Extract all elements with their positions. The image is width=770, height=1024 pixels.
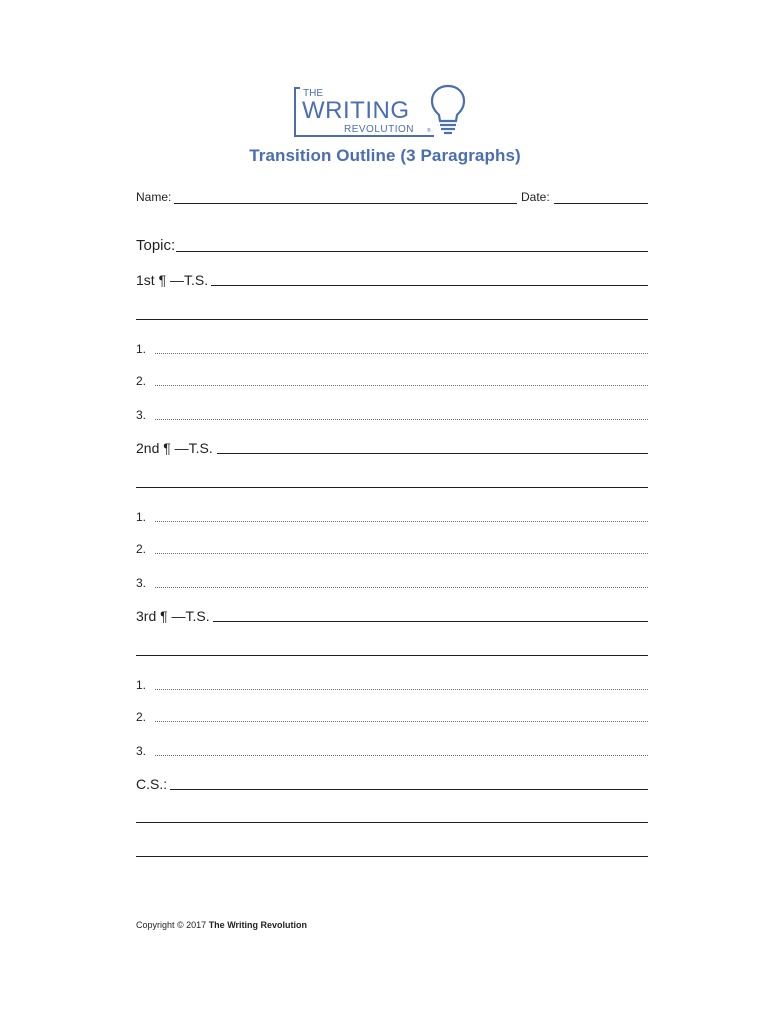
writing-revolution-logo <box>294 84 470 140</box>
date-label: Date: <box>521 190 550 204</box>
copyright-brand: The Writing Revolution <box>208 920 308 930</box>
logo-line1: THE <box>303 88 323 99</box>
paragraph-1-item-2-field[interactable] <box>155 385 648 386</box>
page-title: Transition Outline (3 Paragraphs) <box>249 146 521 165</box>
paragraph-3-ts-field-continued[interactable] <box>136 655 648 656</box>
logo-line2: WRITING <box>302 97 410 124</box>
paragraph-2-ts-field[interactable] <box>217 453 648 454</box>
paragraph-1-ts-field-continued[interactable] <box>136 319 648 320</box>
logo-mark: ® <box>427 128 431 134</box>
cs-field[interactable] <box>170 789 648 790</box>
paragraph-1-item-3-field[interactable] <box>155 419 648 420</box>
cs-label: C.S.: <box>136 776 168 792</box>
paragraph-1-ts-field[interactable] <box>211 285 648 286</box>
paragraph-2-item-1-label: 1. <box>136 510 147 524</box>
paragraph-3-item-2-field[interactable] <box>155 721 648 722</box>
paragraph-2-item-3-field[interactable] <box>155 587 648 588</box>
paragraph-2-item-2-label: 2. <box>136 542 147 556</box>
logo-line3: REVOLUTION <box>344 124 415 135</box>
paragraph-1-item-3-label: 3. <box>136 408 147 422</box>
paragraph-1-ts-label: 1st ¶ —T.S. <box>136 272 209 288</box>
cs-field-line-3[interactable] <box>136 856 648 857</box>
paragraph-3-ts-label: 3rd ¶ —T.S. <box>136 608 210 624</box>
cs-field-line-2[interactable] <box>136 822 648 823</box>
paragraph-2-item-3-label: 3. <box>136 576 147 590</box>
paragraph-2-item-1-field[interactable] <box>155 521 648 522</box>
paragraph-3-item-1-label: 1. <box>136 678 147 692</box>
paragraph-3-ts-field[interactable] <box>213 621 648 622</box>
paragraph-3-item-3-label: 3. <box>136 744 147 758</box>
paragraph-2-ts-label: 2nd ¶ —T.S. <box>136 440 213 456</box>
topic-field[interactable] <box>176 251 648 252</box>
paragraph-1-item-2-label: 2. <box>136 374 147 388</box>
paragraph-2-item-2-field[interactable] <box>155 553 648 554</box>
paragraph-3-item-3-field[interactable] <box>155 755 648 756</box>
name-field[interactable] <box>174 203 517 204</box>
name-label: Name: <box>136 190 172 204</box>
lightbulb-icon <box>294 84 470 140</box>
copyright-footer <box>136 920 307 930</box>
paragraph-1-item-1-field[interactable] <box>155 353 648 354</box>
date-field[interactable] <box>554 203 648 204</box>
topic-label: Topic: <box>136 237 176 254</box>
paragraph-3-item-2-label: 2. <box>136 710 147 724</box>
paragraph-1-item-1-label: 1. <box>136 342 147 356</box>
paragraph-3-item-1-field[interactable] <box>155 689 648 690</box>
copyright-text: Copyright © 2017 <box>136 920 207 930</box>
paragraph-2-ts-field-continued[interactable] <box>136 487 648 488</box>
